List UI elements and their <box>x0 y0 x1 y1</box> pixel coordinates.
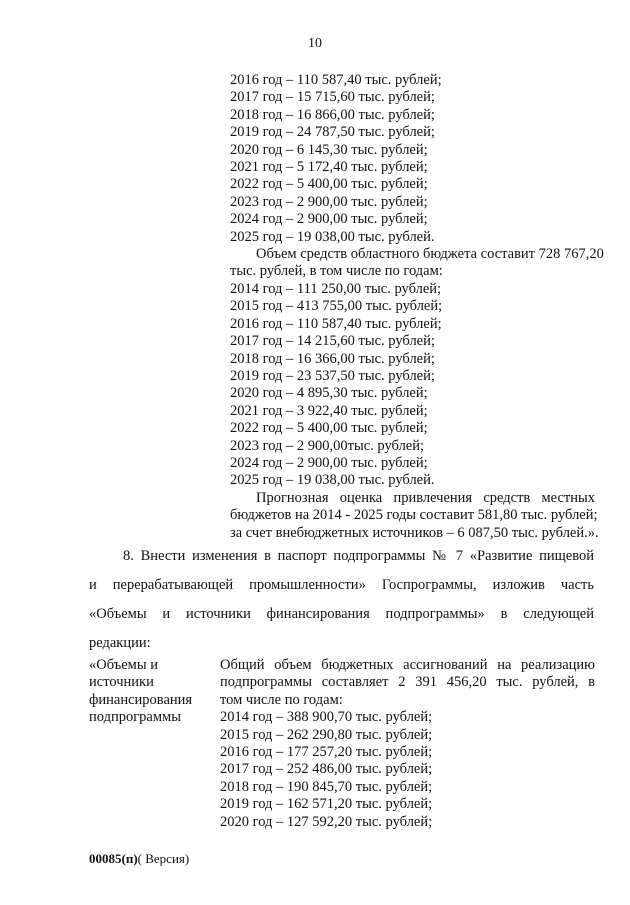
forecast-line-2: бюджетов на 2014 - 2025 годы составит 581,80 тыс. рублей; <box>230 507 598 524</box>
table-intro-line-3: том числе по годам: <box>220 691 343 708</box>
year-amount-line: 2020 год – 127 592,20 тыс. рублей; <box>220 813 433 830</box>
regional-budget-line-1: Объем средств областного бюджета составит 728 767,20 <box>256 246 604 263</box>
year-amount-line: 2025 год – 19 038,00 тыс. рублей. <box>230 228 435 245</box>
year-amount-line: 2018 год – 16 866,00 тыс. рублей; <box>230 106 435 123</box>
paragraph-8-line-4: редакции: <box>89 635 151 651</box>
table-label-line-1: «Объемы и <box>89 657 158 673</box>
year-amount-line: 2024 год – 2 900,00 тыс. рублей; <box>230 211 428 228</box>
year-amount-line: 2025 год – 19 038,00 тыс. рублей. <box>230 472 435 489</box>
year-amount-line: 2017 год – 15 715,60 тыс. рублей; <box>230 89 435 106</box>
regional-budget-line-2: тыс. рублей, в том числе по годам: <box>230 263 443 280</box>
footer-code: 00085(п) <box>89 851 138 866</box>
year-amount-line: 2018 год – 190 845,70 тыс. рублей; <box>220 778 433 795</box>
year-amount-line: 2017 год – 14 215,60 тыс. рублей; <box>230 333 435 350</box>
table-intro-line-1: Общий объем бюджетных ассигнований на реализацию <box>220 657 595 673</box>
year-amount-line: 2016 год – 110 587,40 тыс. рублей; <box>230 315 442 332</box>
year-amount-line: 2014 год – 388 900,70 тыс. рублей; <box>220 709 433 726</box>
year-amount-line: 2015 год – 262 290,80 тыс. рублей; <box>220 726 433 743</box>
year-amount-line: 2016 год – 110 587,40 тыс. рублей; <box>230 72 442 88</box>
year-amount-line: 2023 год – 2 900,00 тыс. рублей; <box>230 193 428 210</box>
year-amount-line: 2020 год – 6 145,30 тыс. рублей; <box>230 141 428 158</box>
year-amount-line: 2019 год – 162 571,20 тыс. рублей; <box>220 796 433 813</box>
year-amount-line: 2019 год – 23 537,50 тыс. рублей; <box>230 367 435 384</box>
table-content <box>220 657 595 831</box>
year-amount-line: 2022 год – 5 400,00 тыс. рублей; <box>230 420 428 437</box>
paragraph-8-line-1: 8. Внести изменения в паспорт подпрограммы № 7 «Развитие пищевой <box>123 548 594 564</box>
year-amount-line: 2015 год – 413 755,00 тыс. рублей; <box>230 298 443 315</box>
page-number: 10 <box>308 36 322 51</box>
year-amount-line: 2024 год – 2 900,00 тыс. рублей; <box>230 454 428 471</box>
paragraph-8-line-2: и перерабатывающей промышленности» Госпрограммы, изложив часть <box>89 577 594 593</box>
paragraph-8 <box>89 542 594 658</box>
year-amount-line: 2021 год – 3 922,40 тыс. рублей; <box>230 402 428 419</box>
year-amount-line: 2016 год – 177 257,20 тыс. рублей; <box>220 744 433 761</box>
table-label-line-2: источники <box>89 674 154 691</box>
year-amount-line: 2020 год – 4 895,30 тыс. рублей; <box>230 385 428 402</box>
table-label-line-3: финансирования <box>89 691 193 708</box>
year-amount-line: 2017 год – 252 486,00 тыс. рублей; <box>220 761 433 778</box>
year-amount-line: 2018 год – 16 366,00 тыс. рублей; <box>230 350 435 367</box>
forecast-line-1: Прогнозная оценка привлечения средств местных <box>256 489 595 506</box>
table-intro-line-2: подпрограммы составляет 2 391 456,20 тыс. рублей, в <box>220 674 595 691</box>
year-amount-line: 2023 год – 2 900,00тыс. рублей; <box>230 437 425 454</box>
year-amount-line: 2022 год – 5 400,00 тыс. рублей; <box>230 176 428 193</box>
table-label <box>89 657 214 727</box>
table-label-line-4: подпрограммы <box>89 709 181 726</box>
year-amount-line: 2014 год – 111 250,00 тыс. рублей; <box>230 280 442 297</box>
footer <box>89 851 189 867</box>
paragraph-8-line-3: «Объемы и источники финансирования подпрограммы» в следующей <box>89 606 594 622</box>
funding-block-continued <box>230 72 604 542</box>
year-amount-line: 2021 год – 5 172,40 тыс. рублей; <box>230 159 428 176</box>
forecast-line-3: за счет внебюджетных источников – 6 087,50 тыс. рублей.». <box>230 524 599 541</box>
footer-version: ( Версия) <box>137 851 190 866</box>
year-amount-line: 2019 год – 24 787,50 тыс. рублей; <box>230 124 435 141</box>
